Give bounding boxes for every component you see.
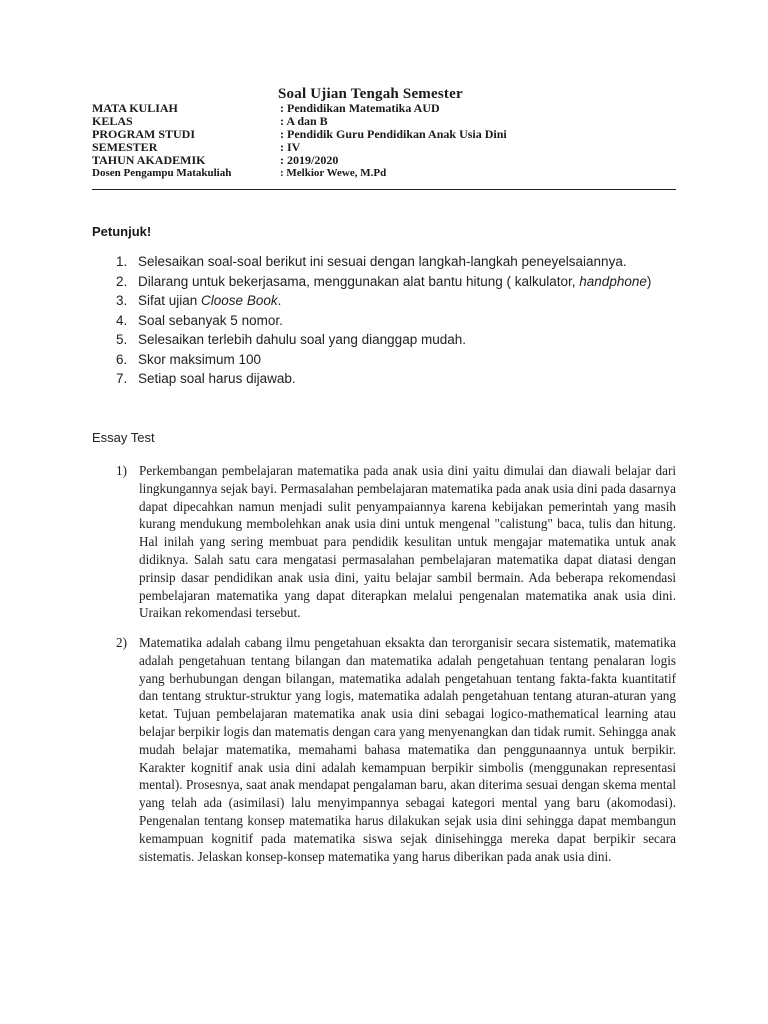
header-divider bbox=[92, 189, 676, 190]
list-item bbox=[92, 291, 692, 311]
list-item bbox=[92, 369, 692, 389]
instructions-title: Petunjuk! bbox=[92, 224, 152, 239]
list-text: Sifat ujian Cloose Book. bbox=[138, 293, 282, 308]
list-text: Selesaikan terlebih dahulu soal yang dianggap mudah. bbox=[138, 332, 466, 347]
course-info-table bbox=[92, 102, 692, 180]
exam-title: Soal Ujian Tengah Semester bbox=[278, 86, 463, 102]
info-label: PROGRAM STUDI bbox=[92, 127, 196, 141]
list-item bbox=[92, 311, 692, 331]
question-number: 1) bbox=[116, 463, 127, 478]
list-item bbox=[92, 330, 692, 350]
info-label: SEMESTER bbox=[92, 140, 158, 154]
list-number: 7. bbox=[116, 371, 128, 386]
list-text: Skor maksimum 100 bbox=[138, 351, 262, 367]
list-text: Setiap soal harus dijawab. bbox=[138, 371, 296, 386]
instructions-list bbox=[92, 252, 692, 389]
info-value: : 2019/2020 bbox=[280, 153, 339, 167]
info-label: MATA KULIAH bbox=[92, 101, 178, 115]
list-text: Soal sebanyak 5 nomor. bbox=[138, 312, 283, 328]
essay-title: Essay Test bbox=[92, 430, 155, 445]
info-label: Dosen Pengampu Matakuliah bbox=[92, 167, 232, 179]
info-value: : Melkior Wewe, M.Pd bbox=[280, 167, 387, 179]
list-item bbox=[92, 350, 692, 370]
info-row-dosen bbox=[92, 167, 692, 180]
info-row-program-studi bbox=[92, 128, 692, 141]
info-value: : Pendidikan Matematika AUD bbox=[280, 101, 440, 115]
list-number: 3. bbox=[116, 293, 128, 308]
question-text: Matematika adalah cabang ilmu pengetahuan eksakta dan terorganisir secara sistematik, matematika adalah pengetahuan tentang bilangan dan matematika adalah pengetahuan tentang penalaran logis yang berhubungan dengan bilangan, matematika adalah pengetahuan tentang fakta-fakta kuantitatif dan tentang struktur-struktur yang logis, matematika adalah pengetahuan tentang aturan-aturan yang ketat. Tujuan pembelajaran matematika anak usia dini sebagai logico-mathematical learning atau belajar berpikir logis dan matematis dengan cara yang menyenangkan dan tidak rumit. Sehingga anak mudah belajar matematika, memahami bahasa matematika dan penggunaannya untuk berpikir. Karakter kognitif anak usia dini adalah kemampuan berpikir simbolis (menggunakan representasi mental). Prosesnya, saat anak mendapat pengalaman baru, akan diterima sesuai dengan skema mental yang telah ada (asimilasi) lalu menyimpannya sebagai kategori mental yang baru (akomodasi). Pengenalan tentang konsep matematika harus dilakukan sejak usia dini sehingga dapat membangun kemampuan kognitif pada matematika siswa sejak dinisehingga mereka dapat berpikir secara sistematis. Jelaskan konsep-konsep matematika yang harus diberikan pada anak usia dini. bbox=[139, 635, 676, 864]
question-text: Perkembangan pembelajaran matematika pada anak usia dini yaitu dimulai dan diawali belajar dari lingkungannya sejak bayi. Permasalahan pembelajaran matematika pada anak usia dini pada dasarnya dapat dipecahkan namun menjadi sulit penyampaiannya karena kebijakan pemerintah yang masih kurang mendukung membolehkan anak usia dini untuk mengenal "calistung" baca, tulis dan hitung. Hal inilah yang sering membuat para pendidik kesulitan untuk mengajar matematika untuk anak didiknya. Salah satu cara mengatasi permasalahan pembelajaran matematika dapat diatasi dengan prinsip dasar pendidikan anak usia dini, yaitu belajar sambil bermain. Ada beberapa rekomendasi pembelajaran matematika yang dapat diterapkan melalui pengenalan matematika anak usia dini. Uraikan rekomendasi tersebut. bbox=[139, 463, 676, 621]
list-number: 5. bbox=[116, 332, 128, 347]
info-value: : Pendidik Guru Pendidikan Anak Usia Dini bbox=[280, 127, 507, 141]
info-label: KELAS bbox=[92, 114, 133, 128]
list-number: 1. bbox=[116, 254, 128, 269]
question-number: 2) bbox=[116, 635, 127, 650]
list-text: Dilarang untuk bekerjasama, menggunakan alat bantu hitung ( kalkulator, handphone) bbox=[138, 273, 652, 289]
list-text: Selesaikan soal-soal berikut ini sesuai dengan langkah-langkah peneyelsaiannya. bbox=[138, 254, 627, 269]
info-row-mata-kuliah bbox=[92, 102, 692, 115]
info-value: : IV bbox=[280, 140, 301, 154]
info-label: TAHUN AKADEMIK bbox=[92, 153, 206, 167]
info-value: : A dan B bbox=[280, 114, 328, 128]
list-number: 2. bbox=[116, 273, 128, 289]
list-number: 6. bbox=[116, 351, 128, 367]
info-row-tahun-akademik bbox=[92, 154, 692, 167]
list-item bbox=[92, 272, 692, 292]
list-item bbox=[92, 252, 692, 272]
list-number: 4. bbox=[116, 312, 128, 328]
